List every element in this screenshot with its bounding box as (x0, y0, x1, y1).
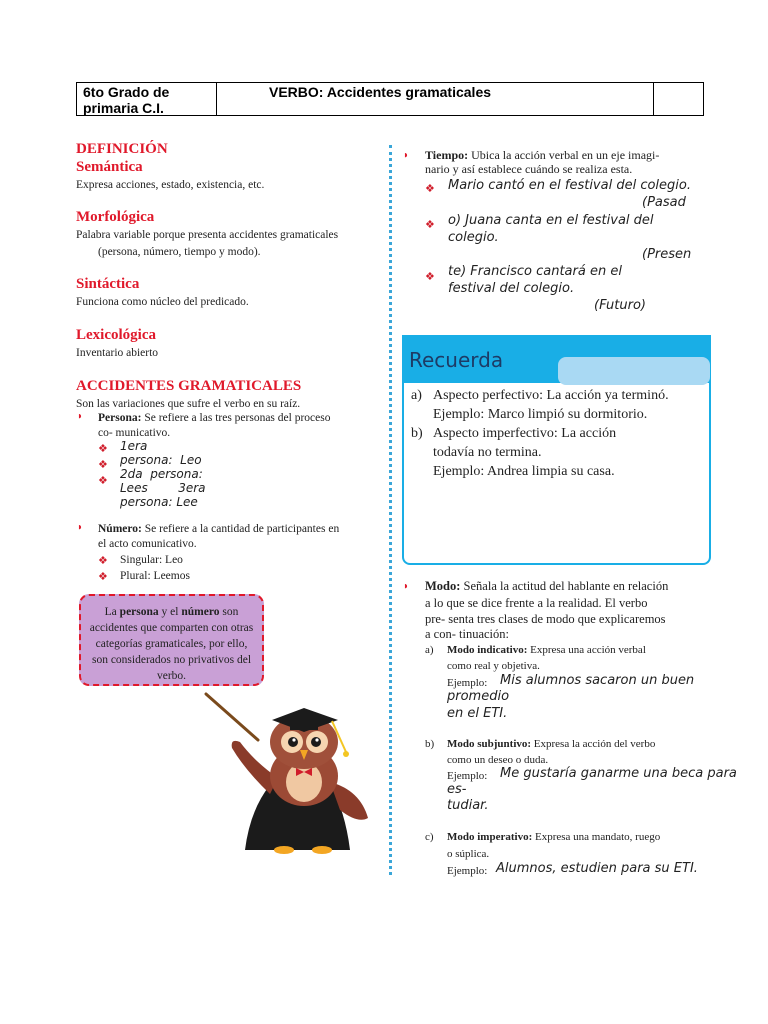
persona-item: 2da persona: (120, 467, 203, 481)
morfologica-text-2: (persona, número, tiempo y modo). (98, 246, 261, 258)
tiempo-example: o) Juana canta en el festival del (448, 213, 654, 228)
imperativo-line-1 (447, 829, 660, 845)
persona-label: Persona: (98, 412, 142, 424)
imperativo-ej-label: Ejemplo: (447, 865, 488, 877)
indicativo-text-2: como real y objetiva. (447, 660, 540, 672)
title-cell: VERBO: Accidentes gramaticales (217, 83, 654, 115)
tiempo-example: (Pasad (642, 195, 686, 210)
persona-item: persona: Leo (120, 453, 202, 467)
persona-line-1 (98, 410, 330, 426)
modo-line-1 (425, 578, 668, 594)
bullet-icon: ◗ (77, 522, 84, 533)
header-table (76, 82, 704, 116)
note-text: La (104, 606, 120, 618)
grade-cell: 6to Grado de primaria C.I. (77, 83, 217, 115)
numero-label: Número: (98, 523, 142, 535)
note-persona: persona (119, 606, 159, 618)
imperativo-label: Modo imperativo: (447, 831, 533, 843)
modo-text-3: pre- senta tres clases de modo que explicaremos (425, 612, 666, 626)
modo-text-4: a con- tinuación: (425, 627, 509, 641)
semantica-text: Expresa acciones, estado, existencia, etc. (76, 179, 265, 191)
note-text: son accidentes que comparten con otras categorías gramaticales, por ello, son considerados no privativos del verbo. (89, 606, 254, 682)
accidentes-title: ACCIDENTES GRAMATICALES (76, 378, 302, 394)
diamond-bullet-icon: ❖ (98, 555, 108, 567)
indicativo-letter: a) (425, 644, 434, 656)
tiempo-text-1: Ubica la acción verbal en un eje imagi- (468, 148, 660, 162)
numero-line-1 (98, 521, 339, 537)
diamond-bullet-icon: ❖ (425, 219, 435, 231)
diamond-bullet-icon: ❖ (98, 571, 108, 583)
morfologica-title: Morfológica (76, 209, 155, 225)
owl-teacher-illustration (200, 690, 390, 855)
diamond-bullet-icon: ❖ (98, 475, 108, 487)
subjuntivo-text-2: como un deseo o duda. (447, 754, 549, 766)
diamond-bullet-icon: ❖ (425, 183, 435, 195)
numero-text-2: el acto comunicativo. (98, 538, 197, 550)
subjuntivo-example: es- (447, 782, 467, 797)
diamond-bullet-icon: ❖ (98, 459, 108, 471)
subjuntivo-letter: b) (425, 738, 435, 750)
note-callout (79, 594, 264, 686)
recuerda-line: Aspecto imperfectivo: La acción (433, 426, 617, 441)
indicativo-text-1: Expresa una acción verbal (527, 644, 646, 656)
recuerda-letter: b) (411, 426, 423, 441)
indicativo-line-1 (447, 642, 646, 658)
bullet-icon: ◗ (77, 411, 84, 422)
indicativo-example: en el ETI. (447, 706, 508, 721)
recuerda-line: Ejemplo: Andrea limpia su casa. (433, 464, 615, 479)
sintactica-title: Sintáctica (76, 276, 140, 292)
persona-item: Lees 3era (120, 481, 206, 495)
modo-text-1: Señala la actitud del hablante en relación (460, 579, 669, 593)
subjuntivo-example: tudiar. (447, 798, 489, 813)
imperativo-letter: c) (425, 831, 434, 843)
sintactica-text: Funciona como núcleo del predicado. (76, 296, 249, 308)
diamond-bullet-icon: ❖ (98, 443, 108, 455)
modo-label: Modo: (425, 579, 461, 593)
imperativo-text-2: o súplica. (447, 848, 490, 860)
recuerda-title: Recuerda (409, 348, 504, 372)
note-text: y el (158, 606, 182, 618)
tiempo-example: Mario cantó en el festival del colegio. (448, 178, 691, 193)
subjuntivo-label: Modo subjuntivo: (447, 738, 532, 750)
subjuntivo-ej-label: Ejemplo: (447, 770, 488, 782)
tiempo-example: (Futuro) (594, 298, 646, 313)
semantica-title: Semántica (76, 159, 143, 175)
lexicologica-title: Lexicológica (76, 327, 156, 343)
indicativo-example: promedio (447, 689, 510, 704)
recuerda-pill (558, 357, 710, 385)
modo-text-2: a lo que se dice frente a la realidad. El verbo (425, 596, 648, 610)
recuerda-line: Ejemplo: Marco limpió su dormitorio. (433, 407, 648, 422)
note-numero: número (181, 606, 220, 618)
persona-text-1: Se refiere a las tres personas del proceso (141, 412, 331, 424)
numero-text-1: Se refiere a la cantidad de participantes en (141, 523, 340, 535)
recuerda-line: Aspecto perfectivo: La acción ya terminó. (433, 388, 669, 403)
diamond-bullet-icon: ❖ (425, 271, 435, 283)
morfologica-text-1: Palabra variable porque presenta accidentes gramaticales (76, 229, 339, 241)
tiempo-label: Tiempo: (425, 148, 469, 162)
lexicologica-text: Inventario abierto (76, 347, 159, 359)
persona-item: persona: Lee (120, 495, 198, 509)
imperativo-example: Alumnos, estudien para su ETI. (496, 861, 698, 876)
tiempo-text-2: nario y así establece cuándo se realiza esta. (425, 162, 633, 176)
tiempo-example: te) Francisco cantará en el (448, 264, 622, 279)
subjuntivo-line-1 (447, 736, 655, 752)
numero-item: Singular: Leo (120, 554, 183, 566)
subjuntivo-text-1: Expresa la acción del verbo (531, 738, 656, 750)
column-divider (389, 145, 392, 875)
imperativo-text-1: Expresa una mandato, ruego (532, 831, 661, 843)
recuerda-letter: a) (411, 388, 422, 403)
bullet-icon: ◗ (403, 150, 410, 161)
tiempo-example: festival del colegio. (448, 281, 575, 296)
indicativo-label: Modo indicativo: (447, 644, 528, 656)
bullet-icon: ◗ (403, 581, 410, 592)
tiempo-example: (Presen (642, 247, 692, 262)
accidentes-text: Son las variaciones que sufre el verbo en su raíz. (76, 398, 301, 410)
numero-item: Plural: Leemos (120, 570, 190, 582)
tiempo-example: colegio. (448, 230, 499, 245)
definicion-title: DEFINICIÓN (76, 141, 168, 157)
empty-cell (654, 83, 705, 115)
recuerda-line: todavía no termina. (433, 445, 542, 460)
persona-text-2: co- municativo. (98, 427, 171, 439)
persona-item: 1era (120, 439, 148, 453)
indicativo-ej-label: Ejemplo: (447, 677, 488, 689)
subjuntivo-example: Me gustaría ganarme una beca para (500, 766, 737, 781)
indicativo-example: Mis alumnos sacaron un buen (500, 673, 695, 688)
